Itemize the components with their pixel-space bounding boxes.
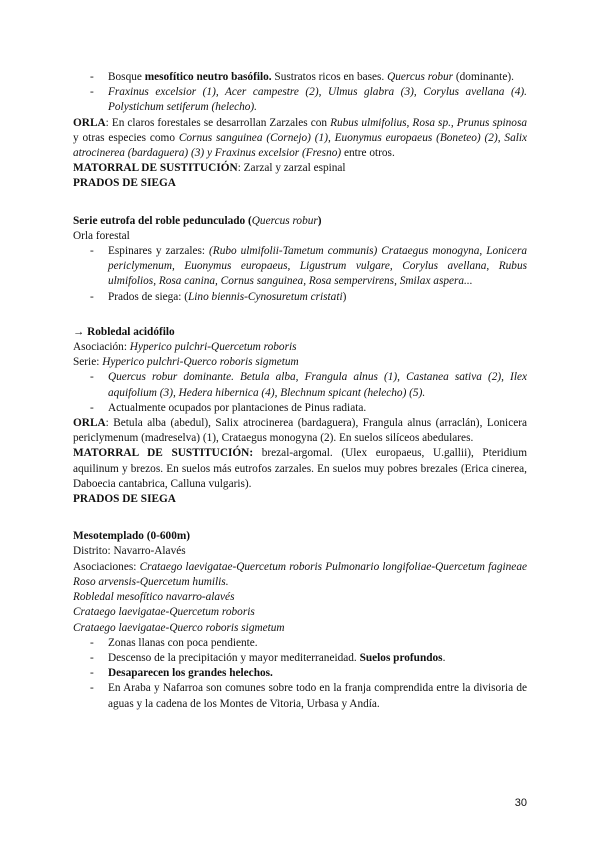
list-item: - Zonas llanas con poca pendiente.	[90, 636, 258, 649]
orla-paragraph: ORLA: En claros forestales se desarrollan Zarzales con Rubus ulmifolius, Rosa sp., Prunus spinosa y otras especies como Cornus sanguinea (Cornejo) (1), Euonymus europaeus (Boneteo) (2), Salix atrocinerea (bardaguera) (3) y Fraxinus excelsior (Fresno) entre otros.	[73, 116, 528, 160]
list-item: - Descenso de la precipitación y mayor mediterraneidad. Suelos profundos.	[90, 651, 446, 664]
robledal-line: Robledal mesofítico navarro-alavés	[73, 591, 235, 604]
sigmetum-name: Crataego laevigatae-Querco roboris sigmetum	[73, 621, 285, 634]
section-heading: Mesotemplado (0-600m)	[73, 530, 191, 543]
list-item: - Bosque mesofítico neutro basófilo. Sustratos ricos en bases. Quercus robur (dominante).	[90, 71, 514, 83]
orla-label: Orla forestal	[73, 229, 130, 242]
association-name: Crataego laevigatae-Quercetum roboris	[73, 606, 255, 619]
list-item: - Espinares y zarzales: (Rubo ulmifolii-Tametum communis) Crataegus monogyna, Lonicera periclymenum, Euonymus europaeus, Ligustrum vulgare, Corylus avellana, Rubus ulmifolios, Rosa canina, Cornus sanguinea, Rosa sempervirens, Smilax aspera...	[90, 245, 527, 288]
prados-heading: PRADOS DE SIEGA	[73, 493, 176, 506]
list-item: - Fraxinus excelsior (1), Acer campestre (2), Ulmus glabra (3), Corylus avellana (4). Polystichum setiferum (helecho).	[90, 86, 527, 114]
orla-paragraph: ORLA: Betula alba (abedul), Salix atrocinerea (bardaguera), Frangula alnus (arraclán), Lonicera periclymenum (madreselva) (1), Crataegus monogyna (2). En suelos silíceos abedulares.	[73, 417, 527, 445]
document-page	[73, 70, 527, 712]
distrito-line: Distrito: Navarro-Alavés	[73, 545, 186, 558]
list-item: - Desaparecen los grandes helechos.	[90, 667, 273, 680]
asociaciones-line: Asociaciones: Crataego laevigatae-Quercetum roboris Pulmonario longifoliae-Quercetum fagineae Roso arvensis-Quercetum humilis.	[73, 560, 527, 588]
asociacion-line: Asociación: Hyperico pulchri-Quercetum roboris	[73, 341, 297, 354]
matorral-paragraph: MATORRAL DE SUSTITUCIÓN: brezal-argomal. (Ulex europaeus, U.gallii), Pteridium aquilinum y brezos. En suelos más eutrofos zarzales. En suelos muy pobres brezales (Erica cinerea, Daboecia cantabrica, Calluna vulgaris).	[73, 447, 527, 490]
list-item: - En Araba y Nafarroa son comunes sobre todo en la franja comprendida entre la divisoria de aguas y la cadena de los Montes de Vitoria, Urbasa y Andía.	[90, 682, 527, 710]
list-item: - Prados de siega: (Lino biennis-Cynosuretum cristati)	[90, 290, 347, 303]
list-item: - Quercus robur dominante. Betula alba, Frangula alnus (1), Castanea sativa (2), Ilex aquifolium (3), Hedera hibernica (4), Blechnum spicant (helecho) (5).	[90, 371, 527, 399]
section-heading: Serie eutrofa del roble pedunculado (Quercus robur)	[73, 214, 322, 227]
serie-line: Serie: Hyperico pulchri-Querco roboris sigmetum	[73, 356, 299, 369]
matorral-paragraph: MATORRAL DE SUSTITUCIÓN: Zarzal y zarzal espinal	[73, 162, 346, 175]
section-heading: → Robledal acidófilo	[73, 325, 175, 338]
prados-heading: PRADOS DE SIEGA	[73, 177, 176, 190]
page-number: 30	[514, 797, 527, 809]
list-item: - Actualmente ocupados por plantaciones de Pinus radiata.	[90, 401, 367, 414]
